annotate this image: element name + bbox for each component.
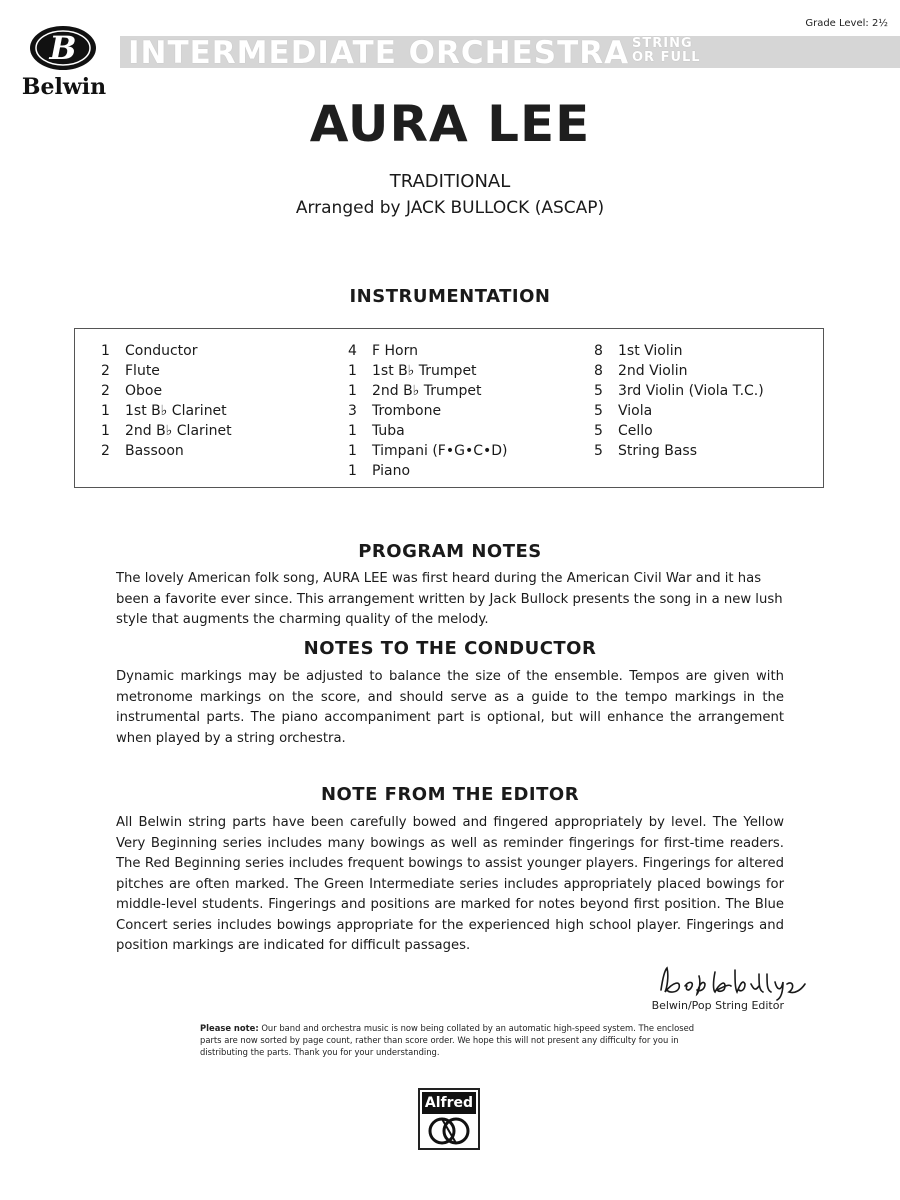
instrumentation-heading: INSTRUMENTATION bbox=[349, 286, 551, 307]
instrumentation-column-1 bbox=[101, 341, 232, 461]
instrument-quantity: 5 bbox=[594, 443, 603, 459]
instrumentation-column-3 bbox=[594, 341, 764, 461]
series-banner bbox=[120, 35, 900, 71]
instrument-quantity: 8 bbox=[594, 363, 603, 379]
instrument-row bbox=[101, 421, 232, 441]
instrument-row bbox=[594, 341, 764, 361]
instrument-name: Conductor bbox=[125, 343, 198, 359]
belwin-logo bbox=[8, 24, 120, 104]
piece-title: AURA LEE bbox=[309, 95, 591, 153]
instrument-quantity: 5 bbox=[594, 423, 603, 439]
instrument-quantity: 1 bbox=[348, 463, 357, 479]
instrument-name: String Bass bbox=[618, 443, 698, 459]
conductor-notes-text: Dynamic markings may be adjusted to balance the size of the ensemble. Tempos are given with metronome markings on the score, and should serve as a guide to the tempo markings in the instrumental parts. The piano accompaniment part is optional, but will enhance the arrangement when played by a string orchestra. bbox=[116, 669, 784, 746]
instrument-quantity: 2 bbox=[101, 363, 110, 379]
instrument-name: 3rd Violin (Viola T.C.) bbox=[618, 383, 764, 399]
instrument-quantity: 5 bbox=[594, 403, 603, 419]
collation-footnote bbox=[200, 1022, 705, 1058]
editor-note-heading: NOTE FROM THE EDITOR bbox=[320, 784, 580, 805]
instrument-name: 1st Violin bbox=[618, 343, 683, 359]
instrument-name: 1st B♭ Trumpet bbox=[372, 363, 477, 379]
brand-name: Belwin bbox=[21, 74, 107, 100]
series-type-line2: OR FULL bbox=[632, 50, 701, 65]
alfred-wordmark: Alfred bbox=[422, 1092, 476, 1114]
series-type-line1: STRING bbox=[632, 36, 693, 51]
instrument-name: Piano bbox=[372, 463, 411, 479]
footnote-label: Please note: bbox=[200, 1023, 259, 1033]
instrument-name: Viola bbox=[618, 403, 653, 419]
instrument-row bbox=[348, 421, 507, 441]
program-notes-text: The lovely American folk song, AURA LEE was first heard during the American Civil War and it has been a favorite ever since. This arrangement written by Jack Bullock presents the song in a new lush style that augments the charming quality of the melody. bbox=[116, 571, 783, 627]
belwin-b-icon bbox=[28, 24, 98, 72]
instrument-row bbox=[594, 381, 764, 401]
instrument-row bbox=[594, 361, 764, 381]
instrument-row bbox=[348, 341, 507, 361]
instrument-row bbox=[101, 401, 232, 421]
instrumentation-column-2 bbox=[348, 341, 507, 481]
svg-text:B: B bbox=[49, 29, 77, 67]
instrument-name: Oboe bbox=[125, 383, 163, 399]
instrument-quantity: 1 bbox=[348, 443, 357, 459]
instrument-quantity: 3 bbox=[348, 403, 357, 419]
instrument-row bbox=[348, 441, 507, 461]
instrument-quantity: 4 bbox=[348, 343, 357, 359]
instrument-row bbox=[348, 461, 507, 481]
instrument-name: Cello bbox=[618, 423, 653, 439]
instrument-quantity: 1 bbox=[101, 403, 110, 419]
conductor-notes-heading: NOTES TO THE CONDUCTOR bbox=[303, 638, 597, 659]
alfred-logo bbox=[418, 1088, 480, 1150]
arranger: Arranged by JACK BULLOCK (ASCAP) bbox=[295, 198, 605, 218]
instrument-quantity: 2 bbox=[101, 443, 110, 459]
instrumentation-list bbox=[74, 328, 824, 488]
series-name: INTERMEDIATE ORCHESTRA bbox=[128, 35, 630, 71]
instrument-row bbox=[101, 361, 232, 381]
instrument-row bbox=[348, 381, 507, 401]
editor-signature bbox=[655, 962, 815, 1002]
instrument-name: 1st B♭ Clarinet bbox=[125, 403, 227, 419]
editor-note-text: All Belwin string parts have been carefully bowed and fingered appropriately by level. The Yellow Very Beginning series includes many bowings as well as reminder fingerings for first-time readers. The Red Beginning series includes frequent bowings to assist younger players. Fingerings for altered pitches are often marked. The Green Intermediate series includes appropriately placed bowings for middle-level students. Fingerings and positions are marked for notes beyond first position. The Blue Concert series includes bowings appropriate for the experienced high school player. Fingerings and position markings are indicated for difficult passages. bbox=[116, 815, 784, 953]
instrument-name: Trombone bbox=[372, 403, 442, 419]
program-notes-heading: PROGRAM NOTES bbox=[358, 541, 542, 562]
instrument-row bbox=[594, 401, 764, 421]
instrument-name: F Horn bbox=[372, 343, 418, 359]
instrument-quantity: 8 bbox=[594, 343, 603, 359]
instrument-name: 2nd Violin bbox=[618, 363, 688, 379]
instrument-row bbox=[101, 441, 232, 461]
signature-caption: Belwin/Pop String Editor bbox=[651, 999, 784, 1012]
instrument-name: 2nd B♭ Clarinet bbox=[125, 423, 232, 439]
grade-level: Grade Level: 2½ bbox=[805, 18, 888, 29]
instrument-row bbox=[348, 401, 507, 421]
instrument-row bbox=[594, 441, 764, 461]
instrument-quantity: 2 bbox=[101, 383, 110, 399]
series-type bbox=[632, 37, 701, 65]
instrument-quantity: 1 bbox=[348, 363, 357, 379]
instrument-quantity: 1 bbox=[101, 423, 110, 439]
instrument-name: Timpani (F•G•C•D) bbox=[372, 443, 508, 459]
alfred-emblem-icon bbox=[426, 1116, 472, 1146]
instrument-name: Flute bbox=[125, 363, 160, 379]
footnote-text: Our band and orchestra music is now being collated by an automatic high-speed system. The enclosed parts are now sorted by page count, rather than score order. We hope this will not present any difficulty for you in distributing the parts. Thank you for your understanding. bbox=[200, 1023, 695, 1057]
instrument-name: Tuba bbox=[372, 423, 405, 439]
instrument-row bbox=[101, 381, 232, 401]
instrument-name: 2nd B♭ Trumpet bbox=[372, 383, 482, 399]
instrument-quantity: 1 bbox=[101, 343, 110, 359]
instrument-quantity: 1 bbox=[348, 383, 357, 399]
instrument-quantity: 5 bbox=[594, 383, 603, 399]
instrument-quantity: 1 bbox=[348, 423, 357, 439]
instrument-row bbox=[348, 361, 507, 381]
instrument-row bbox=[101, 341, 232, 361]
instrument-row bbox=[594, 421, 764, 441]
instrument-name: Bassoon bbox=[125, 443, 184, 459]
composer: TRADITIONAL bbox=[389, 171, 511, 192]
